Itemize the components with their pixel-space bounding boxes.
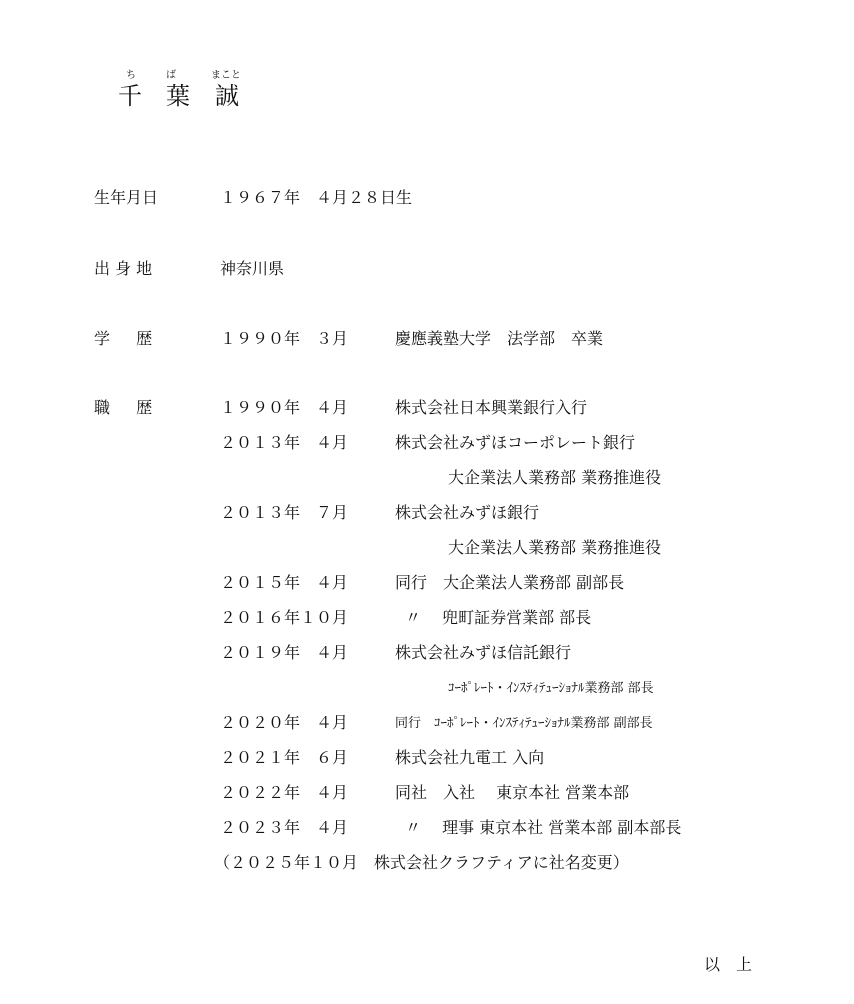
name-char-3: 誠 — [215, 82, 239, 110]
name-char-1: 千 — [118, 82, 142, 110]
career-date: ２０２３年 ４月 — [220, 818, 349, 837]
education-label: 学 歴 — [94, 329, 153, 348]
name-char-2: 葉 — [166, 82, 190, 110]
birthdate-label: 生年月日 — [94, 188, 159, 207]
career-detail: 同行 大企業法人業務部 副部長 — [395, 573, 625, 592]
career-detail-continued: ｺｰﾎﾟﾚｰﾄ・ｲﾝｽﾃｨﾃｭｰｼｮﾅﾙ業務部 部長 — [448, 681, 654, 696]
career-date: ２０１６年１０月 — [220, 608, 349, 627]
career-date: ２０１５年 ４月 — [220, 573, 349, 592]
birthplace-label: 出 身 地 — [94, 259, 153, 278]
career-date: ２０１９年 ４月 — [220, 643, 349, 662]
career-detail-continued: 大企業法人業務部 業務推進役 — [448, 538, 662, 557]
career-label: 職 歴 — [94, 398, 153, 417]
career-date: １９９０年 ４月 — [220, 398, 349, 417]
career-detail: 同社 入社 東京本社 営業本部 — [395, 783, 630, 802]
name-ruby-1: ち — [126, 70, 136, 81]
career-date: ２０２２年 ４月 — [220, 783, 349, 802]
birthplace-value: 神奈川県 — [220, 259, 285, 278]
education-detail: 慶應義塾大学 法学部 卒業 — [395, 329, 604, 348]
birthdate-value: １９６７年 ４月２８日生 — [220, 188, 413, 207]
career-date: ２０１３年 ７月 — [220, 503, 349, 522]
education-date: １９９０年 ３月 — [220, 329, 349, 348]
career-detail: 株式会社みずほ信託銀行 — [395, 643, 572, 662]
career-detail: 株式会社日本興業銀行入行 — [395, 398, 588, 417]
career-detail: 〃 兜町証券営業部 部長 — [405, 608, 592, 627]
career-date: ２０１３年 ４月 — [220, 433, 349, 452]
career-detail: 〃 理事 東京本社 営業本部 副本部長 — [405, 818, 682, 837]
career-detail: 株式会社みずほコーポレート銀行 — [395, 433, 636, 452]
career-detail: 株式会社九電工 入向 — [395, 748, 545, 767]
company-rename-note: （２０２５年１０月 株式会社クラフティアに社名変更） — [214, 853, 629, 872]
name-ruby-3: まこと — [211, 70, 241, 81]
career-detail: 同行 ｺｰﾎﾟﾚｰﾄ・ｲﾝｽﾃｨﾃｭｰｼｮﾅﾙ業務部 副部長 — [395, 716, 653, 731]
career-date: ２０２０年 ４月 — [220, 713, 349, 732]
name-ruby-2: ば — [166, 70, 176, 81]
career-detail: 株式会社みずほ銀行 — [395, 503, 540, 522]
career-detail-continued: 大企業法人業務部 業務推進役 — [448, 468, 662, 487]
closing-mark: 以 上 — [704, 955, 753, 974]
career-date: ２０２１年 ６月 — [220, 748, 349, 767]
